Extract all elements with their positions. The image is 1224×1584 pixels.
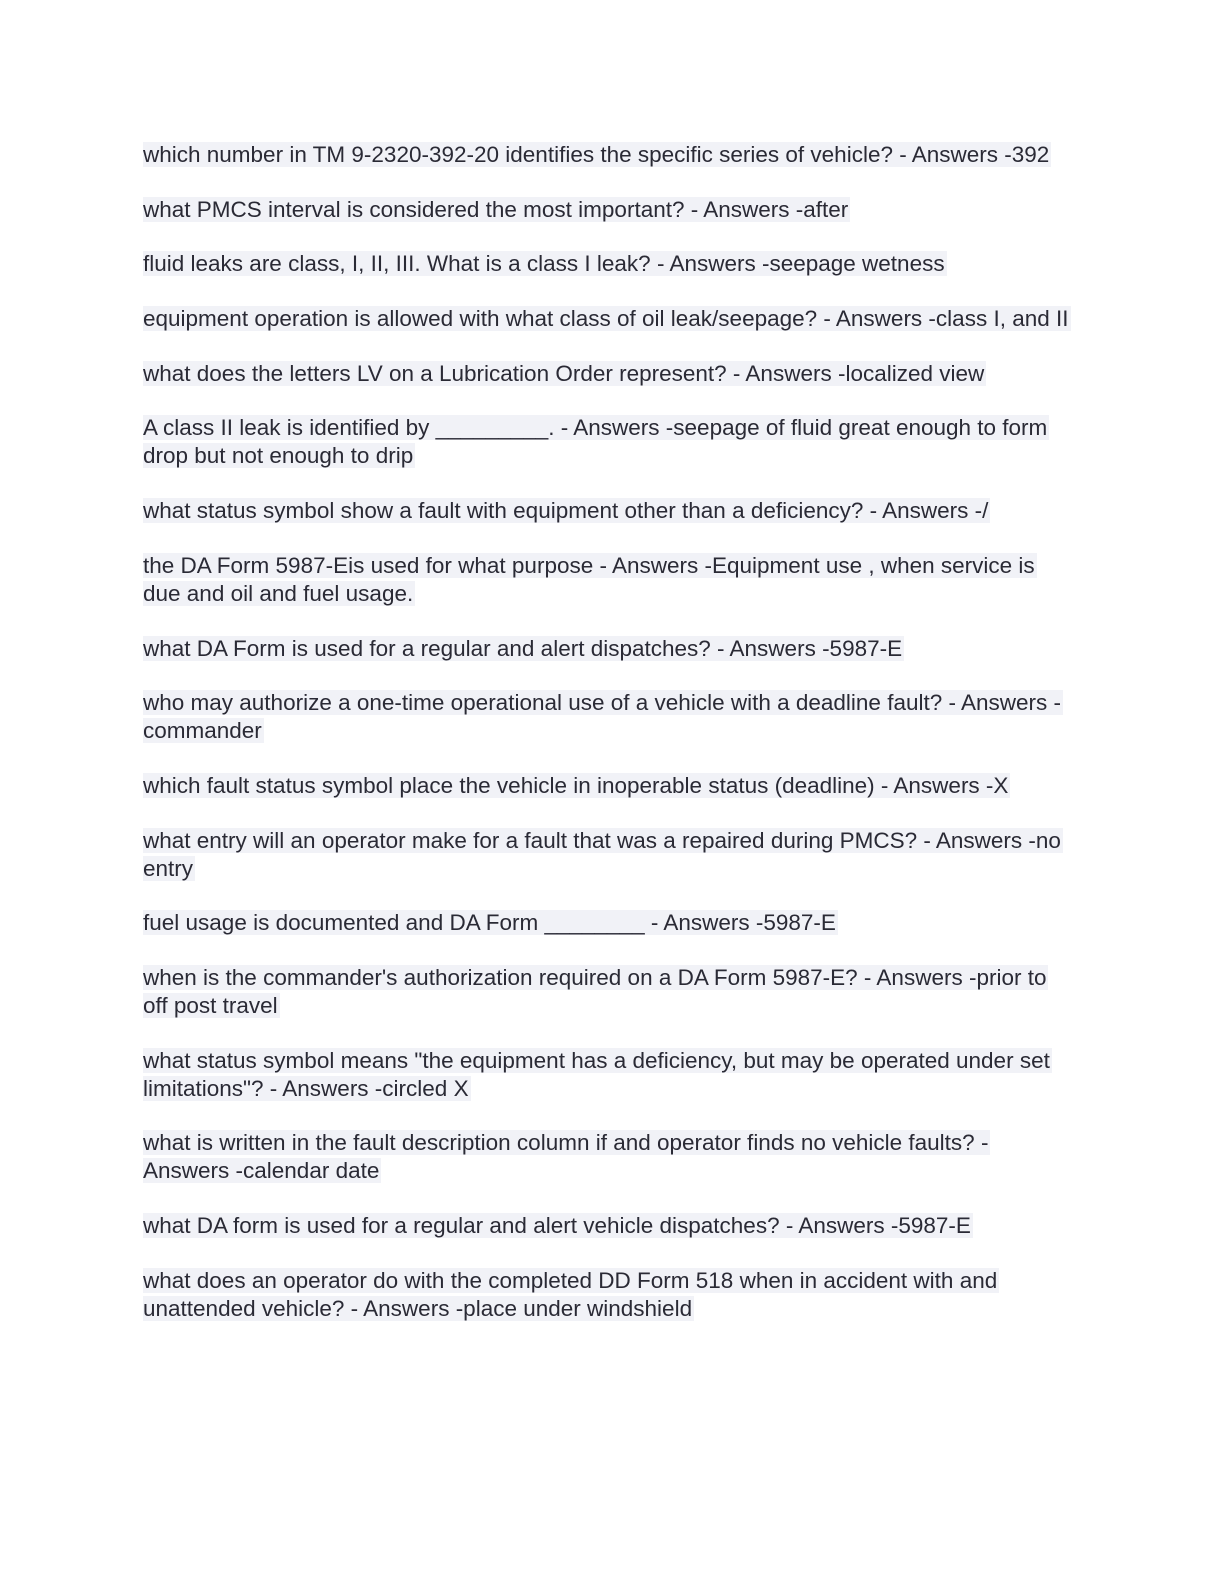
qa-text: what status symbol show a fault with equipment other than a deficiency? - Answers -/ bbox=[143, 498, 989, 524]
qa-item bbox=[143, 1212, 1071, 1240]
qa-item bbox=[143, 909, 1071, 937]
qa-item bbox=[143, 827, 1071, 883]
qa-item bbox=[143, 689, 1071, 745]
qa-text: what entry will an operator make for a fault that was a repaired during PMCS? - Answers -no entry bbox=[143, 827, 1061, 881]
qa-text: what DA form is used for a regular and alert vehicle dispatches? - Answers -5987-E bbox=[143, 1213, 971, 1238]
qa-text: fluid leaks are class, I, II, III. What is a class I leak? - Answers -seepage wetness bbox=[143, 251, 945, 277]
qa-item bbox=[143, 552, 1071, 608]
qa-text: who may authorize a one-time operational use of a vehicle with a deadline fault? - Answers -commander bbox=[143, 690, 1062, 744]
qa-text: the DA Form 5987-Eis used for what purpose - Answers -Equipment use , when service is due and oil and fuel usage. bbox=[143, 552, 1035, 606]
qa-item bbox=[143, 1129, 1071, 1185]
qa-text: A class II leak is identified by _________. - Answers -seepage of fluid great enough to form drop but not enough to drip bbox=[143, 415, 1048, 469]
qa-item bbox=[143, 196, 1071, 224]
qa-item bbox=[143, 141, 1071, 169]
qa-text: what does an operator do with the completed DD Form 518 when in accident with and unattended vehicle? - Answers -place under windshield bbox=[143, 1267, 998, 1321]
qa-item bbox=[143, 305, 1071, 333]
qa-text: what PMCS interval is considered the most important? - Answers -after bbox=[143, 196, 849, 222]
qa-item bbox=[143, 1267, 1071, 1323]
qa-item bbox=[143, 772, 1071, 800]
qa-item bbox=[143, 360, 1071, 388]
qa-text: what is written in the fault description column if and operator finds no vehicle faults? - Answers -calendar date bbox=[143, 1130, 989, 1184]
qa-text: what DA Form is used for a regular and alert dispatches? - Answers -5987-E bbox=[143, 635, 903, 661]
qa-item bbox=[143, 497, 1071, 525]
qa-text: what status symbol means "the equipment has a deficiency, but may be operated under set limitations"? - Answers -circled X bbox=[143, 1047, 1050, 1101]
qa-item bbox=[143, 414, 1071, 470]
qa-item bbox=[143, 1047, 1071, 1103]
qa-text: equipment operation is allowed with what class of oil leak/seepage? - Answers -class I, and II bbox=[143, 306, 1069, 332]
qa-text: which fault status symbol place the vehicle in inoperable status (deadline) - Answers -X bbox=[143, 772, 1009, 798]
qa-text: what does the letters LV on a Lubrication Order represent? - Answers -localized view bbox=[143, 360, 985, 386]
qa-text: which number in TM 9-2320-392-20 identifies the specific series of vehicle? - Answers -392 bbox=[143, 142, 1050, 167]
qa-item bbox=[143, 964, 1071, 1020]
document-page bbox=[143, 141, 1071, 1349]
qa-text: when is the commander's authorization required on a DA Form 5987-E? - Answers -prior to off post travel bbox=[143, 964, 1047, 1018]
qa-item bbox=[143, 635, 1071, 663]
qa-text: fuel usage is documented and DA Form ________ - Answers -5987-E bbox=[143, 910, 836, 936]
qa-item bbox=[143, 250, 1071, 278]
